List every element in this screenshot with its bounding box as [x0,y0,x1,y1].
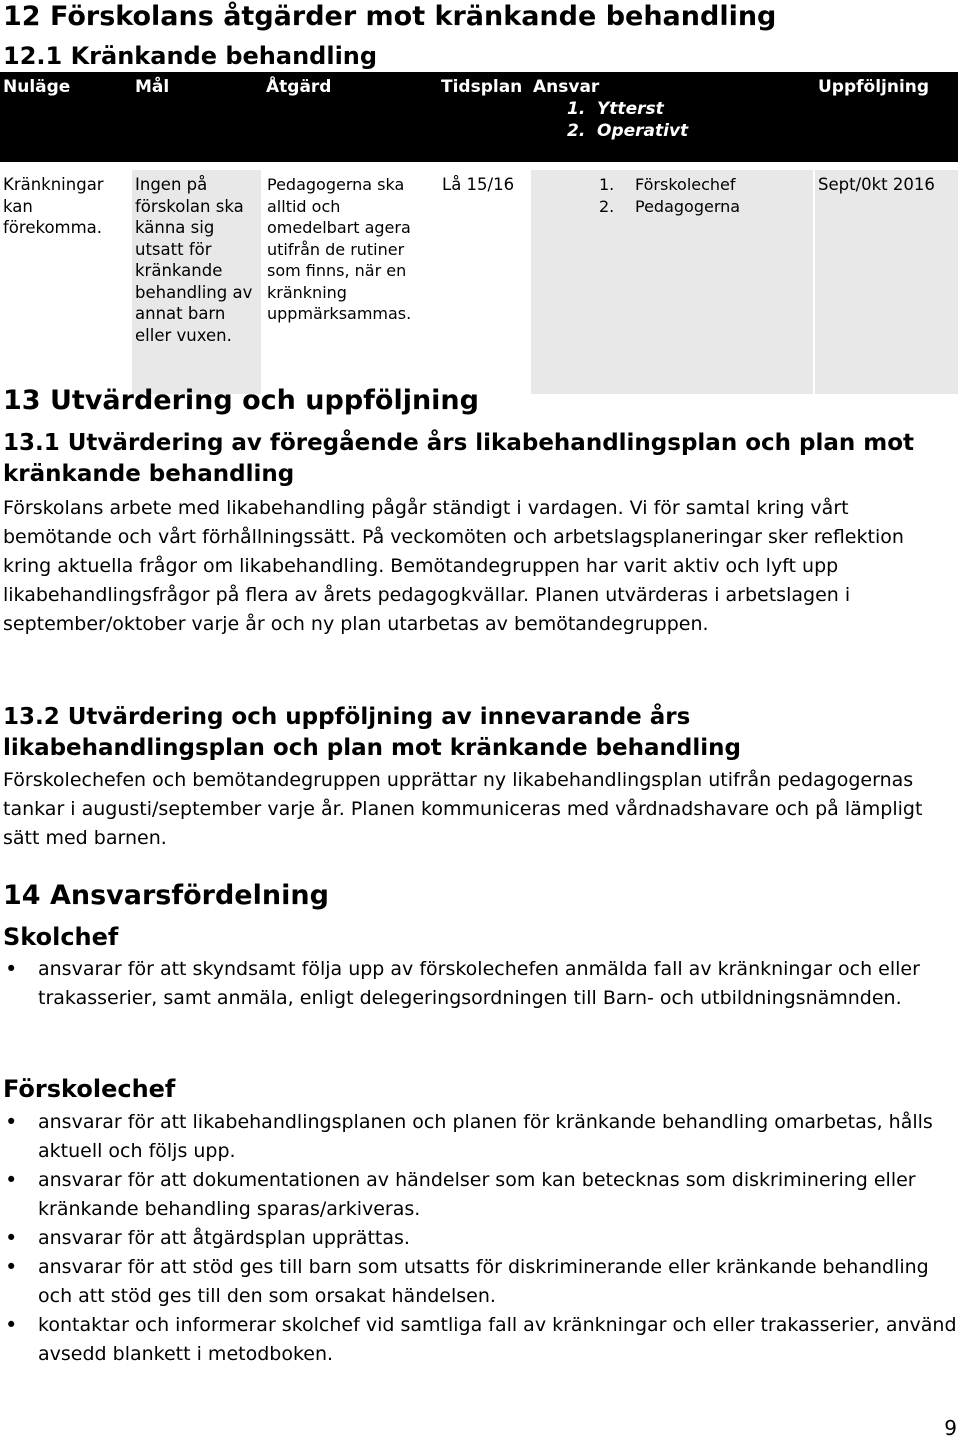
list-item: • ansvarar för att dokumentationen av händelser som kan betecknas som diskriminering eller kränkande behandling sparas/arkiveras. [0,1166,958,1224]
section-13-1-text: Förskolans arbete med likabehandling pågår ständigt i vardagen. Vi för samtal kring vårt bemötande och vårt förhållningssätt. På veckomöten och arbetslagsplaneringar sker reflektion kring aktuella frågor om likabehandling. Bemötandegruppen har varit aktiv och lyft upp likabehandlingsfrågor på flera av årets pedagogkvällar. Planen utvärderas i arbetslagen i september/oktober varje år och ny plan utarbetas av bemötandegruppen. [3,497,904,635]
section-13-heading: 13 Utvärdering och uppföljning [3,385,479,416]
ansvar-item: 2. Pedagogerna [599,197,741,216]
cell-tidsplan: Lå 15/16 [439,170,528,394]
section-12-1-heading: 12.1 Kränkande behandling [3,42,378,70]
list-item: • ansvarar för att likabehandlingsplanen och planen för kränkande behandling omarbetas, hålls aktuell och följs upp. [0,1108,958,1166]
list-item: • ansvarar för att stöd ges till barn som utsatts för diskriminerande eller kränkande behandling och att stöd ges till den som orsakat händelsen. [0,1253,958,1311]
cell-atgard: Pedagogerna ska alltid och omedelbart agera utifrån de rutiner som finns, när en kränkning uppmärksammas. [264,170,436,394]
cell-nulage: Kränkningar kan förekomma. [0,170,128,394]
header-tidsplan: Tidsplan [441,77,523,97]
ansvar-item: 1. Förskolechef [599,175,736,194]
header-ansvar-levels [567,98,688,142]
header-nulage: Nuläge [3,77,71,97]
section-13-2-heading: 13.2 Utvärdering och uppföljning av innevarande års likabehandlingsplan och plan mot kränkande behandling [3,704,741,761]
cell-mal: Ingen på förskolan ska känna sig utsatt för kränkande behandling av annat barn eller vuxen. [132,170,261,394]
section-13-1-heading: 13.1 Utvärdering av föregående års likabehandlingsplan och plan mot kränkande behandling [3,430,915,487]
list-item: • ansvarar för att åtgärdsplan upprättas. [0,1224,958,1253]
section-12-heading: 12 Förskolans åtgärder mot kränkande behandling [3,1,777,32]
page-number: 9 [944,1416,957,1440]
section-13-2-text: Förskolechefen och bemötandegruppen upprättar ny likabehandlingsplan utifrån pedagogernas tankar i augusti/september varje år. Planen kommuniceras med vårdnadshavare och på lämpligt sätt med barnen. [3,769,923,849]
role-heading-forskolechef: Förskolechef [3,1075,176,1103]
header-atgard: Åtgärd [266,77,332,97]
header-ansvar: Ansvar [533,77,600,97]
table-header-row [0,72,958,162]
skolchef-responsibilities [0,955,958,1013]
role-heading-skolchef: Skolchef [3,923,119,951]
forskolechef-responsibilities [0,1108,958,1369]
header-uppfoljning: Uppföljning [818,77,930,97]
list-item: • kontaktar och informerar skolchef vid samtliga fall av kränkningar och eller trakasserier, använd avsedd blankett i metodboken. [0,1311,958,1369]
header-ansvar-level: 2. Operativt [567,121,689,141]
header-ansvar-level: 1. Ytterst [567,99,664,119]
ansvar-list [599,174,811,218]
cell-uppfoljning: Sept/0kt 2016 [815,170,958,394]
list-item: • ansvarar för att skyndsamt följa upp av förskolechefen anmälda fall av kränkningar och eller trakasserier, samt anmäla, enligt delegeringsordningen till Barn- och utbildningsnämnden. [0,955,958,1013]
cell-ansvar [531,170,813,394]
header-mal: Mål [135,77,170,97]
section-14-heading: 14 Ansvarsfördelning [3,880,329,911]
